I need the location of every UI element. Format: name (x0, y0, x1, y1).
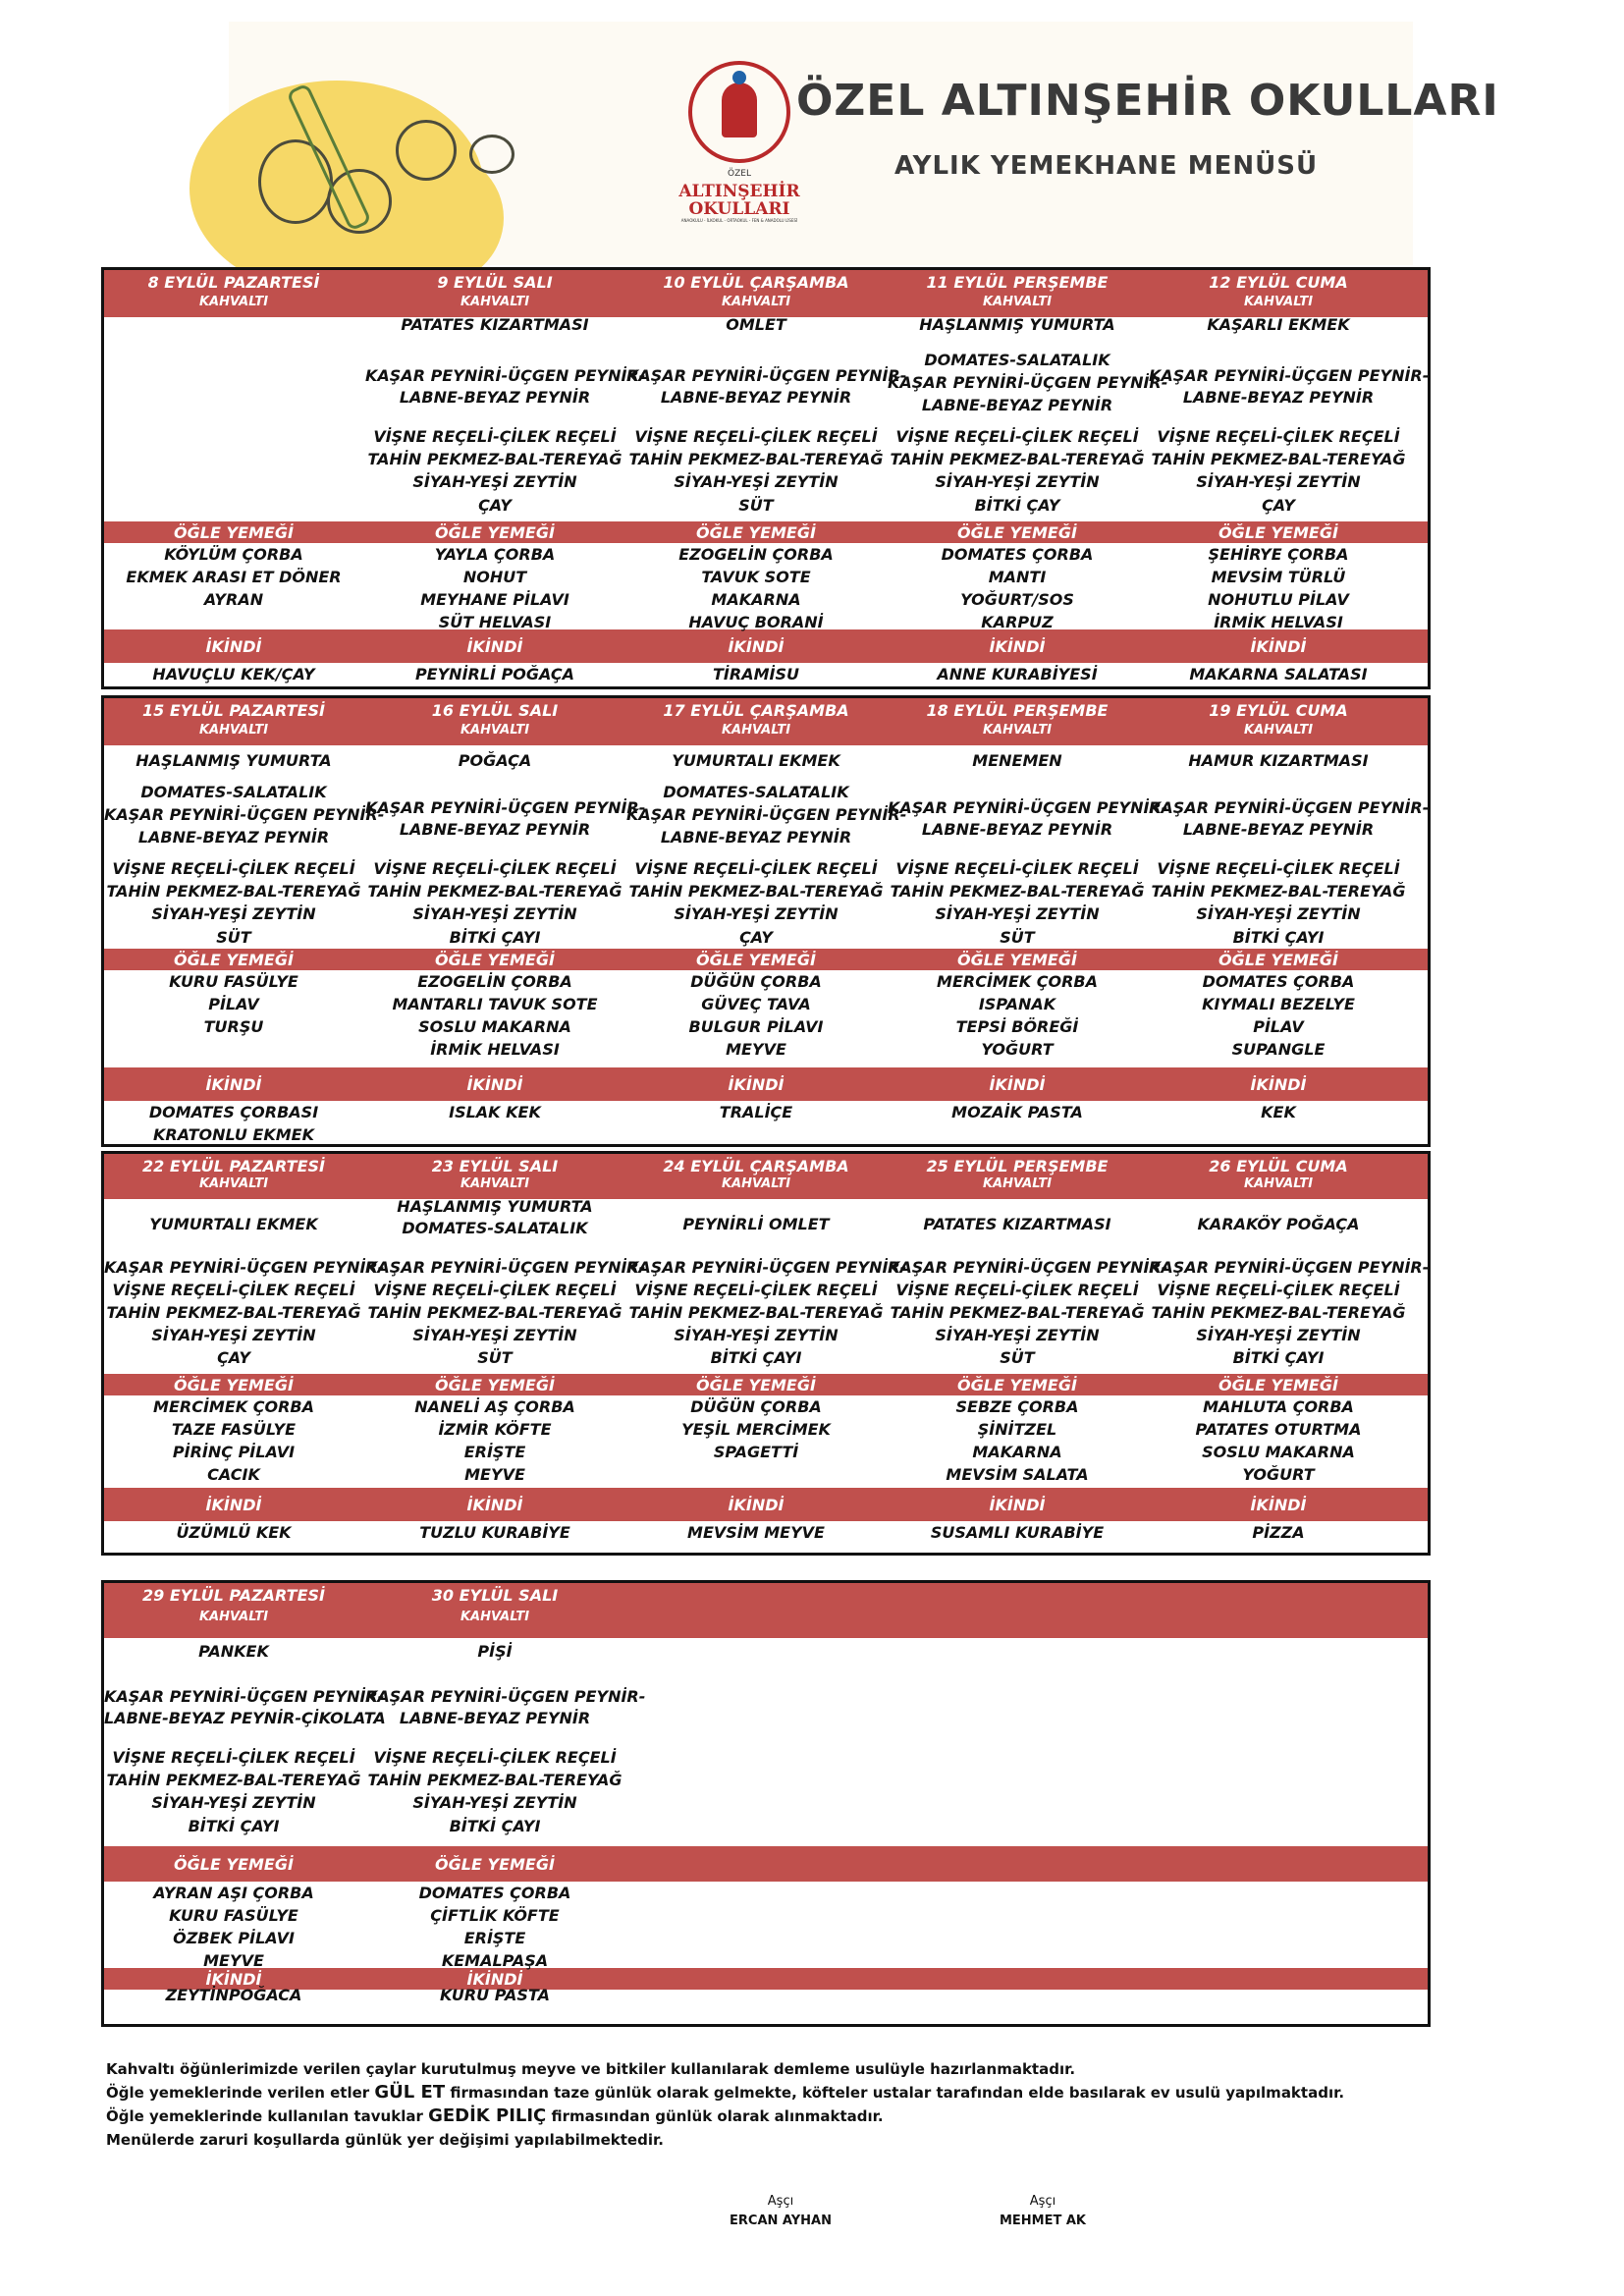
breakfast-item: TAHİN PEKMEZ-BAL-TEREYAĞ (106, 882, 361, 901)
lunch-item: MERCİMEK ÇORBA (937, 972, 1098, 991)
lunch-item: NOHUTLU PİLAV (1208, 590, 1349, 609)
breakfast-label: KAHVALTI (198, 1176, 269, 1191)
lunch-label: ÖĞLE YEMEĞİ (696, 522, 816, 542)
cook-1 (702, 2192, 859, 2231)
lunch-item: SUPANGLE (1231, 1040, 1326, 1059)
breakfast-label: KAHVALTI (460, 295, 530, 309)
lunch-item: İRMİK HELVASI (430, 1040, 560, 1059)
logo-wordmark (661, 165, 818, 224)
breakfast-item: LABNE-BEYAZ PEYNİR (660, 828, 852, 847)
snack-item: PİZZA (1252, 1523, 1305, 1542)
lunch-item: MEYVE (726, 1040, 786, 1059)
breakfast-item: BİTKİ ÇAYI (188, 1817, 280, 1835)
lunch-item: MAKARNA (711, 590, 801, 609)
footer-note-chicken-c: firmasından günlük olarak alınmaktadır. (546, 2107, 884, 2125)
breakfast-item: VİŞNE REÇELİ-ÇİLEK REÇELİ (1157, 1281, 1400, 1299)
breakfast-item: PATATES KIZARTMASI (401, 315, 589, 334)
breakfast-label: KAHVALTI (1243, 295, 1314, 309)
breakfast-item: VİŞNE REÇELİ-ÇİLEK REÇELİ (634, 427, 878, 446)
lunch-label: ÖĞLE YEMEĞİ (957, 522, 1077, 542)
cook-2-name: MEHMET AK (999, 2214, 1087, 2228)
lunch-label: ÖĞLE YEMEĞİ (957, 950, 1077, 969)
menu-title: AYLIK YEMEKHANE MENÜSÜ (894, 151, 1319, 181)
lunch-label: ÖĞLE YEMEĞİ (1218, 522, 1338, 542)
breakfast-item: SİYAH-YEŞİ ZEYTİN (151, 904, 316, 923)
breakfast-item: LABNE-BEYAZ PEYNİR (137, 828, 330, 847)
breakfast-item: HAŞLANMIŞ YUMURTA (135, 751, 332, 770)
breakfast-item: VİŞNE REÇELİ-ÇİLEK REÇELİ (112, 1281, 355, 1299)
breakfast-item: BİTKİ ÇAYI (449, 1817, 541, 1835)
lunch-item: PİLAV (1253, 1017, 1304, 1036)
pepper-icon (396, 120, 457, 181)
lunch-item: MEYHANE PİLAVI (420, 590, 569, 609)
breakfast-item: TAHİN PEKMEZ-BAL-TEREYAĞ (628, 1303, 884, 1322)
footer-note-meat (106, 2081, 1344, 2105)
snack-label: İKİNDİ (1250, 1074, 1307, 1094)
lunch-item: TAVUK SOTE (701, 568, 811, 586)
breakfast-item: HAMUR KIZARTMASI (1188, 751, 1369, 770)
breakfast-item: TAHİN PEKMEZ-BAL-TEREYAĞ (890, 1303, 1145, 1322)
breakfast-item: TAHİN PEKMEZ-BAL-TEREYAĞ (367, 1303, 623, 1322)
footer-notes (106, 2057, 1344, 2152)
lunch-label: ÖĞLE YEMEĞİ (1218, 950, 1338, 969)
logo-sub-text: OKULLARI (688, 199, 790, 219)
breakfast-item: KAŞAR PEYNİRİ-ÜÇGEN PEYNİR- (104, 1687, 385, 1706)
snack-label: İKİNDİ (466, 636, 523, 656)
lunch-item: SOSLU MAKARNA (1202, 1443, 1355, 1461)
cook-2-role: Aşçı (1029, 2194, 1056, 2209)
breakfast-label: KAHVALTI (1243, 1176, 1314, 1191)
snack-item: ZEYTİNPOĞACA (165, 1986, 302, 2004)
breakfast-label: KAHVALTI (982, 723, 1053, 738)
breakfast-item: KAŞAR PEYNİRİ-ÜÇGEN PEYNİR- (365, 1258, 646, 1277)
snack-item: MAKARNA SALATASI (1189, 665, 1368, 683)
breakfast-item: SİYAH-YEŞİ ZEYTİN (412, 1793, 577, 1812)
breakfast-item: BİTKİ ÇAYI (449, 928, 541, 947)
school-title: ÖZEL ALTINŞEHİR OKULLARI (796, 76, 1499, 126)
snack-label: İKİNDİ (989, 636, 1046, 656)
breakfast-item: VİŞNE REÇELİ-ÇİLEK REÇELİ (373, 859, 617, 878)
footer-note-tea: Kahvaltı öğünlerimizde verilen çaylar kurutulmuş meyve ve bitkiler kullanılarak demleme usulüyle hazırlanmaktadır. (106, 2060, 1076, 2078)
snack-item: SUSAMLI KURABİYE (930, 1523, 1105, 1542)
breakfast-item: KAŞAR PEYNİRİ-ÜÇGEN PEYNİR- (365, 366, 646, 385)
breakfast-item: VİŞNE REÇELİ-ÇİLEK REÇELİ (634, 859, 878, 878)
lunch-item: MEVSİM SALATA (946, 1465, 1089, 1484)
lunch-item: ERİŞTE (463, 1929, 526, 1947)
breakfast-item: SİYAH-YEŞİ ZEYTİN (674, 1326, 839, 1344)
breakfast-item: OMLET (726, 315, 786, 334)
logo-emblem-icon (688, 61, 790, 163)
lunch-item: KEMALPAŞA (441, 1951, 549, 1970)
breakfast-item: VİŞNE REÇELİ-ÇİLEK REÇELİ (373, 427, 617, 446)
breakfast-item: TAHİN PEKMEZ-BAL-TEREYAĞ (1151, 1303, 1406, 1322)
breakfast-item: LABNE-BEYAZ PEYNİR (1182, 388, 1375, 407)
breakfast-item: DOMATES-SALATALIK (924, 351, 1110, 369)
week-table-4 (101, 1580, 1431, 2027)
breakfast-item: VİŞNE REÇELİ-ÇİLEK REÇELİ (1157, 859, 1400, 878)
breakfast-item: YUMURTALI EKMEK (672, 751, 840, 770)
breakfast-item: DOMATES-SALATALIK (402, 1219, 588, 1237)
breakfast-item: VİŞNE REÇELİ-ÇİLEK REÇELİ (373, 1281, 617, 1299)
breakfast-item: LABNE-BEYAZ PEYNİR (399, 820, 591, 839)
snack-label: İKİNDİ (1250, 1495, 1307, 1514)
breakfast-item: LABNE-BEYAZ PEYNİR (921, 820, 1113, 839)
lunch-label: ÖĞLE YEMEĞİ (1218, 1375, 1338, 1394)
breakfast-item: ÇAY (217, 1348, 250, 1367)
snack-label: İKİNDİ (728, 1495, 785, 1514)
breakfast-item: DOMATES-SALATALIK (140, 783, 327, 801)
lunch-item: KIYMALI BEZELYE (1202, 995, 1355, 1013)
lunch-item: PATATES OTURTMA (1195, 1420, 1362, 1439)
breakfast-item: KAŞAR PEYNİRİ-ÜÇGEN PEYNİR- (888, 1258, 1168, 1277)
breakfast-item: SİYAH-YEŞİ ZEYTİN (935, 904, 1100, 923)
day-title: 18 EYLÜL PERŞEMBE (926, 701, 1109, 720)
snack-label: İKİNDİ (989, 1074, 1046, 1094)
lunch-label: ÖĞLE YEMEĞİ (174, 1375, 294, 1394)
lunch-item: SOSLU MAKARNA (418, 1017, 571, 1036)
lunch-item: SEBZE ÇORBA (955, 1397, 1079, 1416)
lunch-item: EZOGELİN ÇORBA (678, 545, 834, 564)
lunch-item: ÖZBEK PİLAVI (173, 1929, 295, 1947)
breakfast-item: PEYNİRLİ OMLET (682, 1215, 830, 1233)
breakfast-item: MENEMEN (972, 751, 1062, 770)
day-title: 25 EYLÜL PERŞEMBE (926, 1157, 1109, 1175)
snack-label: İKİNDİ (1250, 636, 1307, 656)
breakfast-item: SİYAH-YEŞİ ZEYTİN (151, 1326, 316, 1344)
snack-item: MOZAİK PASTA (951, 1103, 1083, 1121)
lunch-item: SPAGETTİ (713, 1443, 799, 1461)
breakfast-item: KARAKÖY POĞAÇA (1197, 1215, 1360, 1233)
day-title: 12 EYLÜL CUMA (1209, 273, 1348, 292)
snack-label: İKİNDİ (466, 1495, 523, 1514)
breakfast-item: TAHİN PEKMEZ-BAL-TEREYAĞ (890, 882, 1145, 901)
snack-item: TRALİÇE (719, 1103, 793, 1121)
lunch-label: ÖĞLE YEMEĞİ (435, 522, 555, 542)
lunch-item: MAKARNA (972, 1443, 1062, 1461)
breakfast-item: KAŞAR PEYNİRİ-ÜÇGEN PEYNİR- (1149, 366, 1430, 385)
breakfast-item: KAŞAR PEYNİRİ-ÜÇGEN PEYNİR- (104, 1258, 385, 1277)
lunch-label: ÖĞLE YEMEĞİ (696, 950, 816, 969)
snack-item: HAVUÇLU KEK/ÇAY (152, 665, 315, 683)
lunch-item: PİRİNÇ PİLAVI (172, 1443, 296, 1461)
lunch-item: ISPANAK (978, 995, 1056, 1013)
breakfast-item: KAŞAR PEYNİRİ-ÜÇGEN PEYNİR- (626, 1258, 907, 1277)
lunch-item: GÜVEÇ TAVA (701, 995, 811, 1013)
lunch-item: SÜT HELVASI (438, 613, 552, 631)
lunch-item: ÇİFTLİK KÖFTE (430, 1906, 560, 1925)
breakfast-label: KAHVALTI (982, 1176, 1053, 1191)
breakfast-item: VİŞNE REÇELİ-ÇİLEK REÇELİ (373, 1748, 617, 1767)
breakfast-item: ÇAY (1262, 496, 1295, 515)
lunch-item: ERİŞTE (463, 1443, 526, 1461)
cook-2 (964, 2192, 1121, 2231)
breakfast-item: BİTKİ ÇAY (974, 496, 1060, 515)
footer-note-changes: Menülerde zaruri koşullarda günlük yer değişimi yapılabilmektedir. (106, 2131, 664, 2149)
snack-item: ANNE KURABİYESİ (937, 665, 1098, 683)
breakfast-item: YUMURTALI EKMEK (149, 1215, 318, 1233)
lunch-item: KARPUZ (981, 613, 1054, 631)
breakfast-item: SÜT (216, 928, 251, 947)
breakfast-item: ÇAY (739, 928, 773, 947)
lunch-label: ÖĞLE YEMEĞİ (435, 1854, 555, 1874)
breakfast-item: KAŞAR PEYNİRİ-ÜÇGEN PEYNİR- (626, 366, 907, 385)
lunch-item: KURU FASÜLYE (169, 972, 298, 991)
breakfast-item: SİYAH-YEŞİ ZEYTİN (1196, 904, 1361, 923)
breakfast-item: PİŞİ (477, 1642, 513, 1661)
lunch-item: İRMİK HELVASI (1214, 613, 1343, 631)
snack-label: İKİNDİ (728, 636, 785, 656)
footer-note-meat-brand: GÜL ET (374, 2082, 446, 2103)
breakfast-item: KAŞAR PEYNİRİ-ÜÇGEN PEYNİR- (626, 805, 907, 824)
breakfast-item: TAHİN PEKMEZ-BAL-TEREYAĞ (367, 882, 623, 901)
breakfast-item: VİŞNE REÇELİ-ÇİLEK REÇELİ (895, 427, 1139, 446)
footer-note-meat-c: firmasından taze günlük olarak gelmekte, köfteler ustalar tarafından elde basılarak ev usulü yapılmaktadır. (445, 2084, 1345, 2102)
breakfast-item: DOMATES-SALATALIK (663, 783, 849, 801)
lunch-item: MEVSİM TÜRLÜ (1211, 568, 1346, 586)
day-title: 16 EYLÜL SALI (431, 701, 559, 720)
snack-item: ÜZÜMLÜ KEK (176, 1523, 292, 1542)
snack-item: ISLAK KEK (449, 1103, 541, 1121)
breakfast-item: SİYAH-YEŞİ ZEYTİN (674, 472, 839, 491)
breakfast-item: PANKEK (198, 1642, 269, 1661)
breakfast-item: VİŞNE REÇELİ-ÇİLEK REÇELİ (895, 1281, 1139, 1299)
lunch-item: TAZE FASÜLYE (171, 1420, 297, 1439)
breakfast-item: SİYAH-YEŞİ ZEYTİN (935, 1326, 1100, 1344)
snack-item: PEYNİRLİ POĞAÇA (414, 665, 575, 683)
breakfast-label: KAHVALTI (198, 295, 269, 309)
lunch-item: KURU FASÜLYE (169, 1906, 298, 1925)
breakfast-item: SİYAH-YEŞİ ZEYTİN (935, 472, 1100, 491)
header-banner (229, 22, 1499, 265)
school-logo (661, 61, 818, 223)
breakfast-item: LABNE-BEYAZ PEYNİR (399, 388, 591, 407)
breakfast-item: SİYAH-YEŞİ ZEYTİN (151, 1793, 316, 1812)
breakfast-label: KAHVALTI (721, 723, 791, 738)
breakfast-item: TAHİN PEKMEZ-BAL-TEREYAĞ (106, 1771, 361, 1789)
lunch-item: ŞEHİRYE ÇORBA (1208, 545, 1349, 564)
lunch-item: HAVUÇ BORANİ (688, 613, 824, 631)
lunch-label: ÖĞLE YEMEĞİ (174, 522, 294, 542)
snack-item: TUZLU KURABİYE (419, 1523, 570, 1542)
breakfast-label: KAHVALTI (1243, 723, 1314, 738)
lunch-item: EKMEK ARASI ET DÖNER (126, 568, 342, 586)
breakfast-item: KAŞAR PEYNİRİ-ÜÇGEN PEYNİR- (365, 798, 646, 817)
breakfast-item: TAHİN PEKMEZ-BAL-TEREYAĞ (628, 882, 884, 901)
breakfast-item: VİŞNE REÇELİ-ÇİLEK REÇELİ (112, 1748, 355, 1767)
snack-label: İKİNDİ (466, 1969, 523, 1989)
breakfast-item: VİŞNE REÇELİ-ÇİLEK REÇELİ (1157, 427, 1400, 446)
breakfast-label: KAHVALTI (982, 295, 1053, 309)
day-title: 9 EYLÜL SALI (437, 273, 553, 292)
snack-label: İKİNDİ (205, 1969, 262, 1989)
breakfast-item: SÜT (738, 496, 774, 515)
breakfast-item: TAHİN PEKMEZ-BAL-TEREYAĞ (628, 450, 884, 468)
week-table-1 (101, 267, 1431, 689)
lunch-item: MANTI (988, 568, 1047, 586)
footer-note-chicken-brand: GEDİK PILIÇ (428, 2105, 547, 2126)
breakfast-item: SİYAH-YEŞİ ZEYTİN (412, 904, 577, 923)
breakfast-item: POĞAÇA (458, 751, 532, 770)
lunch-item: TURŞU (203, 1017, 264, 1036)
breakfast-item: KAŞAR PEYNİRİ-ÜÇGEN PEYNİR- (1149, 798, 1430, 817)
day-title: 22 EYLÜL PAZARTESİ (142, 1157, 325, 1175)
breakfast-item: PATATES KIZARTMASI (923, 1215, 1111, 1233)
breakfast-item: SÜT (1000, 1348, 1035, 1367)
lunch-item: DÜĞÜN ÇORBA (690, 972, 822, 991)
cook-1-name: ERCAN AYHAN (730, 2214, 832, 2228)
breakfast-item: LABNE-BEYAZ PEYNİR (1182, 820, 1375, 839)
breakfast-item: ÇAY (478, 496, 512, 515)
snack-item: KEK (1261, 1103, 1296, 1121)
lunch-item: DÜĞÜN ÇORBA (690, 1397, 822, 1416)
breakfast-item: SİYAH-YEŞİ ZEYTİN (412, 1326, 577, 1344)
breakfast-item: HAŞLANMIŞ YUMURTA (919, 315, 1115, 334)
snack-label: İKİNDİ (205, 1074, 262, 1094)
lunch-item: BULGUR PİLAVI (688, 1017, 824, 1036)
breakfast-label: KAHVALTI (198, 1610, 269, 1624)
lunch-item: MAHLUTA ÇORBA (1203, 1397, 1354, 1416)
lunch-label: ÖĞLE YEMEĞİ (696, 1375, 816, 1394)
day-title: 15 EYLÜL PAZARTESİ (142, 701, 325, 720)
lunch-item: YOĞURT/SOS (960, 590, 1074, 609)
snack-item: DOMATES ÇORBASI (148, 1103, 319, 1121)
breakfast-item: BİTKİ ÇAYI (1232, 928, 1325, 947)
day-title: 30 EYLÜL SALI (431, 1586, 559, 1605)
day-title: 24 EYLÜL ÇARŞAMBA (663, 1157, 849, 1175)
snack-item: KRATONLU EKMEK (153, 1125, 314, 1144)
cook-1-role: Aşçı (767, 2194, 794, 2209)
snack-label: İKİNDİ (728, 1074, 785, 1094)
lunch-item: YOĞURT (1242, 1465, 1315, 1484)
day-title: 17 EYLÜL ÇARŞAMBA (663, 701, 849, 720)
lunch-item: NOHUT (462, 568, 527, 586)
lunch-item: DOMATES ÇORBA (941, 545, 1094, 564)
breakfast-label: KAHVALTI (721, 1176, 791, 1191)
day-title: 10 EYLÜL ÇARŞAMBA (663, 273, 849, 292)
breakfast-item: KAŞAR PEYNİRİ-ÜÇGEN PEYNİR- (888, 798, 1168, 817)
snack-label: İKİNDİ (989, 1495, 1046, 1514)
lunch-item: ŞİNİTZEL (977, 1420, 1057, 1439)
breakfast-label: KAHVALTI (460, 1610, 530, 1624)
breakfast-item: SÜT (477, 1348, 513, 1367)
breakfast-item: KAŞAR PEYNİRİ-ÜÇGEN PEYNİR- (888, 373, 1168, 392)
snack-label: İKİNDİ (205, 1495, 262, 1514)
breakfast-label: KAHVALTI (721, 295, 791, 309)
lunch-item: PİLAV (208, 995, 259, 1013)
lunch-item: DOMATES ÇORBA (418, 1884, 571, 1902)
day-title: 26 EYLÜL CUMA (1209, 1157, 1348, 1175)
breakfast-item: SİYAH-YEŞİ ZEYTİN (1196, 472, 1361, 491)
breakfast-item: LABNE-BEYAZ PEYNİR (921, 396, 1113, 414)
breakfast-item: SÜT (1000, 928, 1035, 947)
snack-item: MEVSİM MEYVE (687, 1523, 825, 1542)
logo-top-text: ÖZEL (728, 169, 751, 179)
breakfast-item: LABNE-BEYAZ PEYNİR (660, 388, 852, 407)
lunch-item: MANTARLI TAVUK SOTE (392, 995, 598, 1013)
breakfast-item: VİŞNE REÇELİ-ÇİLEK REÇELİ (634, 1281, 878, 1299)
breakfast-item: SİYAH-YEŞİ ZEYTİN (674, 904, 839, 923)
breakfast-item: LABNE-BEYAZ PEYNİR-ÇİKOLATA (104, 1709, 386, 1727)
breakfast-item: TAHİN PEKMEZ-BAL-TEREYAĞ (367, 450, 623, 468)
lunch-item: TEPSİ BÖREĞİ (955, 1017, 1079, 1036)
breakfast-item: TAHİN PEKMEZ-BAL-TEREYAĞ (890, 450, 1145, 468)
lunch-label: ÖĞLE YEMEĞİ (174, 1854, 294, 1874)
lunch-label: ÖĞLE YEMEĞİ (174, 950, 294, 969)
week-table-2 (101, 695, 1431, 1147)
lunch-item: NANELİ AŞ ÇORBA (414, 1397, 575, 1416)
lunch-label: ÖĞLE YEMEĞİ (957, 1375, 1077, 1394)
snack-item: KURU PASTA (440, 1986, 550, 2004)
breakfast-item: BİTKİ ÇAYI (710, 1348, 802, 1367)
lunch-label: ÖĞLE YEMEĞİ (435, 950, 555, 969)
breakfast-item: TAHİN PEKMEZ-BAL-TEREYAĞ (1151, 882, 1406, 901)
lunch-item: EZOGELİN ÇORBA (417, 972, 572, 991)
breakfast-item: BİTKİ ÇAYI (1232, 1348, 1325, 1367)
breakfast-item: SİYAH-YEŞİ ZEYTİN (1196, 1326, 1361, 1344)
day-title: 8 EYLÜL PAZARTESİ (147, 273, 320, 292)
lunch-item: İZMİR KÖFTE (438, 1420, 552, 1439)
breakfast-item: TAHİN PEKMEZ-BAL-TEREYAĞ (367, 1771, 623, 1789)
logo-main-text: ALTINŞEHİR (678, 182, 800, 201)
snack-label: İKİNDİ (466, 1074, 523, 1094)
week-table-3 (101, 1151, 1431, 1556)
mushroom-icon (469, 135, 514, 174)
day-title: 19 EYLÜL CUMA (1209, 701, 1348, 720)
breakfast-item: VİŞNE REÇELİ-ÇİLEK REÇELİ (895, 859, 1139, 878)
breakfast-item: VİŞNE REÇELİ-ÇİLEK REÇELİ (112, 859, 355, 878)
lunch-item: YOĞURT (981, 1040, 1054, 1059)
breakfast-item: TAHİN PEKMEZ-BAL-TEREYAĞ (106, 1303, 361, 1322)
breakfast-item: HAŞLANMIŞ YUMURTA (397, 1197, 593, 1216)
lunch-item: MERCİMEK ÇORBA (153, 1397, 314, 1416)
breakfast-item: KAŞARLI EKMEK (1207, 315, 1350, 334)
footer-note-chicken (106, 2105, 1344, 2128)
day-title: 29 EYLÜL PAZARTESİ (142, 1586, 325, 1605)
snack-label: İKİNDİ (205, 636, 262, 656)
breakfast-item: KAŞAR PEYNİRİ-ÜÇGEN PEYNİR- (1149, 1258, 1430, 1277)
footer-note-meat-a: Öğle yemeklerinde verilen etler (106, 2084, 375, 2102)
breakfast-item: KAŞAR PEYNİRİ-ÜÇGEN PEYNİR- (365, 1687, 646, 1706)
lunch-item: CACIK (207, 1465, 260, 1484)
lunch-item: MEYVE (464, 1465, 525, 1484)
day-title: 23 EYLÜL SALI (431, 1157, 559, 1175)
lunch-item: YAYLA ÇORBA (434, 545, 556, 564)
logo-small-text: ANAOKULU - İLKOKUL - ORTAOKUL - FEN & ANADOLU LİSESİ (680, 218, 798, 223)
lunch-item: DOMATES ÇORBA (1202, 972, 1355, 991)
breakfast-item: TAHİN PEKMEZ-BAL-TEREYAĞ (1151, 450, 1406, 468)
breakfast-label: KAHVALTI (198, 723, 269, 738)
lunch-item: KÖYLÜM ÇORBA (164, 545, 303, 564)
snack-item: TİRAMİSU (713, 665, 799, 683)
day-title: 11 EYLÜL PERŞEMBE (926, 273, 1109, 292)
lunch-item: AYRAN AŞI ÇORBA (153, 1884, 314, 1902)
breakfast-label: KAHVALTI (460, 1176, 530, 1191)
breakfast-item: SİYAH-YEŞİ ZEYTİN (412, 472, 577, 491)
breakfast-item: KAŞAR PEYNİRİ-ÜÇGEN PEYNİR- (104, 805, 385, 824)
lunch-item: YEŞİL MERCİMEK (681, 1420, 831, 1439)
footer-note-chicken-a: Öğle yemeklerinde kullanılan tavuklar (106, 2107, 429, 2125)
lunch-label: ÖĞLE YEMEĞİ (435, 1375, 555, 1394)
breakfast-label: KAHVALTI (460, 723, 530, 738)
breakfast-item: LABNE-BEYAZ PEYNİR (399, 1709, 591, 1727)
lunch-item: AYRAN (203, 590, 264, 609)
lunch-item: MEYVE (203, 1951, 264, 1970)
